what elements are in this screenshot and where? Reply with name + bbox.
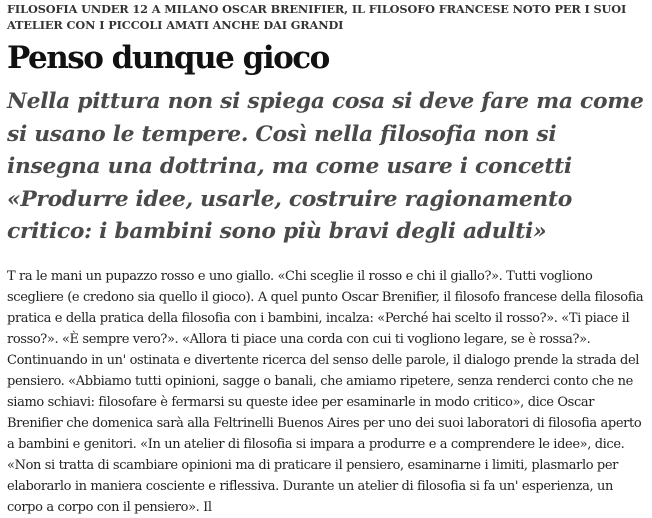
article-kicker: FILOSOFIA UNDER 12 A MILANO OSCAR BRENIFIER, IL FILOSOFO FRANCESE NOTO PER I SUOI ATELIER CON I PICCOLI AMATI ANCHE DAI GRANDI	[7, 2, 627, 32]
article-title: Penso dunque gioco	[7, 40, 329, 76]
article-subtitle: Nella pittura non si spiega cosa si deve fare ma come si usano le tempere. Così nella filosofia non si insegna una dottrina, ma come usare i concetti «Produrre idee, usarle, costruire ragionamento critico: i bambini sono più bravi degli adulti»	[7, 89, 644, 245]
article-body: T ra le mani un pupazzo rosso e uno giallo. «Chi sceglie il rosso e chi il giallo?». Tutti vogliono scegliere (e credono sia quello il gioco). A quel punto Oscar Brenifier, il filosofo francese della filosofia pratica e della pratica della filosofia con i bambini, incalza: «Perché hai scelto il rosso?». «Ti piace il rosso?». «È sempre vero?». «Allora ti piace una corda con cui ti vogliono legare, se è rossa?». Continuando in un' ostinata e divertente ricerca del senso delle parole, il dialogo prende la strada del pensiero. «Abbiamo tutti opinioni, sagge o banali, che amiamo ripetere, senza renderci conto che ne siamo schiavi: filosofare è fermarsi su queste idee per esaminarle in modo critico», dice Oscar Brenifier che domenica sarà alla Feltrinelli Buenos Aires per uno dei suoi laboratori di filosofia aperto a bambini e genitori. «In un atelier di filosofia si impara a produrre e a comprendere le idee», dice. «Non si tratta di scambiare opinioni ma di praticare il pensiero, esaminarne i limiti, plasmarlo per elaborarlo in maniera cosciente e riflessiva. Durante un atelier di filosofia si fa un' esperienza, un corpo a corpo con il pensiero». Il	[7, 268, 644, 515]
article	[7, 0, 647, 518]
